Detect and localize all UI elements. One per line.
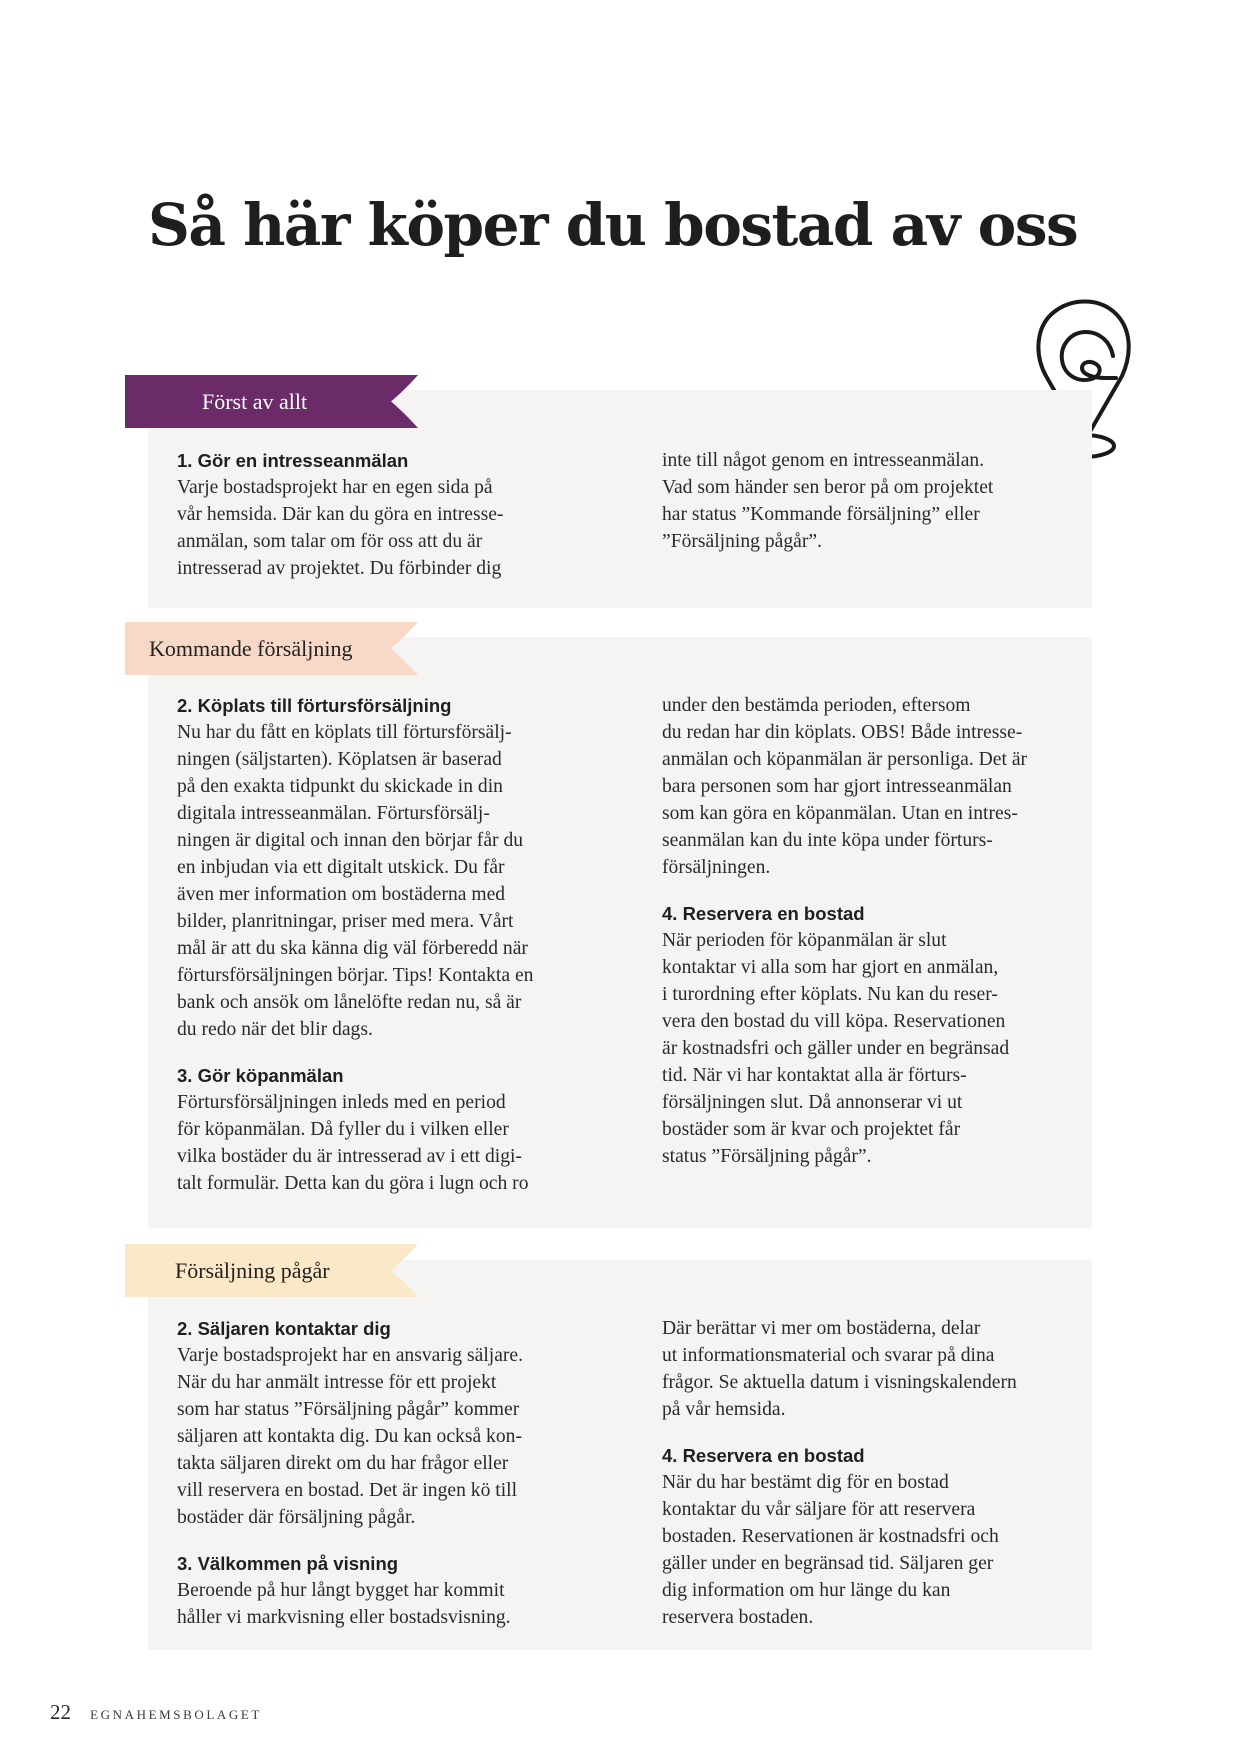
- text-line: kontaktar vi alla som har gjort en anmälan,: [662, 957, 999, 978]
- text-line: frågor. Se aktuella datum i visningskalendern: [662, 1372, 1017, 1393]
- step-block: [662, 1442, 1062, 1631]
- text-line: för köpanmälan. Då fyller du i vilken eller: [177, 1119, 509, 1140]
- text-line: inte till något genom en intresseanmälan.: [662, 450, 985, 471]
- step-continuation: [662, 692, 1062, 881]
- text-line: en inbjudan via ett digitalt utskick. Du får: [177, 857, 505, 878]
- text-line: ningen (säljstarten). Köplatsen är baserad: [177, 749, 502, 770]
- text-line: bostäder där försäljning pågår.: [177, 1507, 416, 1528]
- left-column: [177, 447, 577, 601]
- text-line: du redan har din köplats. OBS! Både intresse-: [662, 722, 1023, 743]
- text-line: bank och ansök om lånelöfte redan nu, så är: [177, 992, 522, 1013]
- left-column: [177, 1315, 577, 1650]
- step-text: [662, 692, 1062, 881]
- text-line: ut informationsmaterial och svarar på dina: [662, 1345, 995, 1366]
- step-block: [177, 447, 577, 582]
- text-line: seanmälan kan du inte köpa under förturs-: [662, 830, 993, 851]
- text-line: Där berättar vi mer om bostäderna, delar: [662, 1318, 981, 1339]
- section-banner-forsaljning-pagar: [125, 1244, 423, 1297]
- step-block: [662, 900, 1062, 1170]
- step-title: 4. Reservera en bostad: [662, 1445, 865, 1466]
- text-line: När du har bestämt dig för en bostad: [662, 1472, 949, 1493]
- text-line: När perioden för köpanmälan är slut: [662, 930, 947, 951]
- text-line: ”Försäljning pågår”.: [662, 531, 822, 552]
- text-line: Vad som händer sen beror på om projektet: [662, 477, 994, 498]
- step-title: 4. Reservera en bostad: [662, 903, 865, 924]
- banner-label: Försäljning pågår: [175, 1258, 330, 1283]
- text-line: tid. När vi har kontaktat alla är förturs-: [662, 1065, 967, 1086]
- text-line: bostäder som är kvar och projektet får: [662, 1119, 961, 1140]
- step-text: [662, 1315, 1062, 1423]
- text-line: vera den bostad du vill köpa. Reservationen: [662, 1011, 1006, 1032]
- text-line: som kan göra en köpanmälan. Utan en intres-: [662, 803, 1018, 824]
- text-line: vill reservera en bostad. Det är ingen kö till: [177, 1480, 518, 1501]
- step-text: [177, 1342, 577, 1531]
- text-line: anmälan och köpanmälan är personliga. Det är: [662, 749, 1028, 770]
- step-block: [177, 1315, 577, 1531]
- text-line: bilder, planritningar, priser med mera. Vårt: [177, 911, 514, 932]
- text-line: intresserad av projektet. Du förbinder dig: [177, 558, 502, 579]
- text-line: Beroende på hur långt bygget har kommit: [177, 1580, 505, 1601]
- text-line: i turordning efter köplats. Nu kan du reser-: [662, 984, 998, 1005]
- step-text: [177, 1089, 577, 1197]
- text-line: som har status ”Försäljning pågår” kommer: [177, 1399, 520, 1420]
- step-block: [177, 692, 577, 1043]
- text-line: på vår hemsida.: [662, 1399, 786, 1420]
- step-text: [662, 927, 1062, 1170]
- text-line: talt formulär. Detta kan du göra i lugn och ro: [177, 1173, 529, 1194]
- text-line: även mer information om bostäderna med: [177, 884, 506, 905]
- text-line: bara personen som har gjort intresseanmälan: [662, 776, 1012, 797]
- banner-label: Kommande försäljning: [149, 636, 353, 661]
- text-line: När du har anmält intresse för ett projekt: [177, 1372, 497, 1393]
- text-line: gäller under en begränsad tid. Säljaren ger: [662, 1553, 994, 1574]
- step-text: [177, 719, 577, 1043]
- text-line: säljaren att kontakta dig. Du kan också kon-: [177, 1426, 522, 1447]
- text-line: takta säljaren direkt om du har frågor eller: [177, 1453, 509, 1474]
- text-line: Nu har du fått en köplats till förtursförsälj-: [177, 722, 512, 743]
- step-title: 3. Välkommen på visning: [177, 1553, 399, 1574]
- text-line: anmälan, som talar om för oss att du är: [177, 531, 483, 552]
- step-text: [662, 447, 1062, 555]
- step-title: 2. Köplats till förtursförsäljning: [177, 695, 452, 716]
- section-banner-forst-av-allt: [125, 375, 423, 428]
- step-continuation: [662, 447, 1062, 555]
- text-line: på den exakta tidpunkt du skickade in din: [177, 776, 503, 797]
- section-box-forsaljning-pagar: [148, 1260, 1092, 1650]
- page-title: Så här köper du bostad av oss: [148, 191, 1078, 259]
- text-line: digitala intresseanmälan. Förtursförsälj-: [177, 803, 490, 824]
- page-number: 22: [50, 1700, 71, 1724]
- text-line: reservera bostaden.: [662, 1607, 814, 1628]
- right-column: [662, 692, 1062, 1189]
- step-title: 1. Gör en intresseanmälan: [177, 450, 409, 471]
- text-line: förtursförsäljningen börjar. Tips! Kontakta en: [177, 965, 534, 986]
- step-text: [662, 1469, 1062, 1631]
- step-title: 3. Gör köpanmälan: [177, 1065, 344, 1086]
- text-line: försäljningen.: [662, 857, 771, 878]
- right-column: [662, 1315, 1062, 1650]
- text-line: försäljningen slut. Då annonserar vi ut: [662, 1092, 963, 1113]
- text-line: Varje bostadsprojekt har en ansvarig säljare.: [177, 1345, 524, 1366]
- section-box-kommande-forsaljning: [148, 637, 1092, 1228]
- text-line: har status ”Kommande försäljning” eller: [662, 504, 980, 525]
- text-line: vilka bostäder du är intresserad av i ett digi-: [177, 1146, 522, 1167]
- text-line: dig information om hur länge du kan: [662, 1580, 951, 1601]
- text-line: under den bestämda perioden, eftersom: [662, 695, 971, 716]
- text-line: håller vi markvisning eller bostadsvisning.: [177, 1607, 511, 1628]
- text-line: Förtursförsäljningen inleds med en period: [177, 1092, 506, 1113]
- step-text: [177, 1577, 577, 1631]
- text-line: Varje bostadsprojekt har en egen sida på: [177, 477, 493, 498]
- page-footer: [50, 1700, 262, 1725]
- text-line: mål är att du ska känna dig väl förberedd när: [177, 938, 528, 959]
- text-line: vår hemsida. Där kan du göra en intresse-: [177, 504, 504, 525]
- text-line: du redo när det blir dags.: [177, 1019, 373, 1040]
- right-column: [662, 447, 1062, 574]
- step-continuation: [662, 1315, 1062, 1423]
- step-title: 2. Säljaren kontaktar dig: [177, 1318, 391, 1339]
- text-line: är kostnadsfri och gäller under en begränsad: [662, 1038, 1010, 1059]
- section-banner-kommande-forsaljning: [125, 622, 423, 675]
- brand-name: EGNAHEMSBOLAGET: [90, 1707, 262, 1722]
- step-block: [177, 1062, 577, 1197]
- step-block: [177, 1550, 577, 1631]
- text-line: kontaktar du vår säljare för att reservera: [662, 1499, 976, 1520]
- left-column: [177, 692, 577, 1216]
- text-line: status ”Försäljning pågår”.: [662, 1146, 872, 1167]
- text-line: bostaden. Reservationen är kostnadsfri och: [662, 1526, 999, 1547]
- banner-label: Först av allt: [202, 389, 308, 414]
- step-text: [177, 474, 577, 582]
- text-line: ningen är digital och innan den börjar får du: [177, 830, 524, 851]
